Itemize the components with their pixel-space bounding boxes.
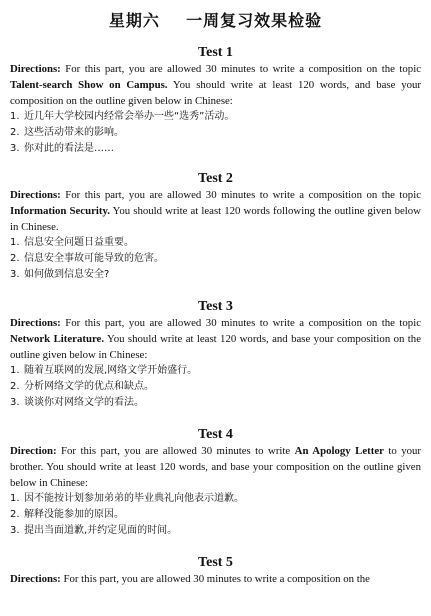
directions-text: to your brother. You should write at least 120 words, and base your composition on the outline given below in Chinese: <box>10 445 421 489</box>
outline-item <box>10 235 421 251</box>
topic-title: Talent-search Show on Campus. <box>10 79 168 91</box>
page-title: 星期六 一周复习效果检验 <box>108 11 323 30</box>
test-heading: Test 5 <box>198 555 233 570</box>
directions-paragraph <box>10 187 421 235</box>
outline-item <box>10 507 421 523</box>
directions-paragraph <box>10 61 421 109</box>
directions-text: You should write at least 120 words following the outline given below in Chinese. <box>10 205 421 233</box>
outline-number: 2. <box>10 253 20 264</box>
test-2-section <box>10 171 421 283</box>
topic-title: An Apology Letter <box>294 445 384 457</box>
outline-item <box>10 395 421 411</box>
outline-number: 1. <box>10 111 20 122</box>
test-1-section <box>10 45 421 157</box>
directions-text: You should write at least 120 words, and base your composition on the outline given below in Chinese: <box>10 79 421 107</box>
topic-title: Information Security. <box>10 205 110 217</box>
directions-text: For this part, you are allowed 30 minutes to write a composition on the topic <box>60 317 421 329</box>
outline-list <box>10 109 421 157</box>
outline-text: 解释没能参加的原因。 <box>24 509 124 520</box>
directions-label: Directions: <box>10 189 61 201</box>
outline-item <box>10 125 421 141</box>
outline-list <box>10 363 421 411</box>
outline-number: 3. <box>10 397 20 408</box>
outline-text: 如何做到信息安全? <box>24 269 110 280</box>
outline-item <box>10 267 421 283</box>
outline-number: 1. <box>10 493 20 504</box>
directions-paragraph <box>10 443 421 491</box>
outline-item <box>10 251 421 267</box>
test-3-section <box>10 299 421 411</box>
test-heading: Test 4 <box>198 427 233 442</box>
outline-number: 2. <box>10 381 20 392</box>
outline-item <box>10 523 421 539</box>
test-4-section <box>10 427 421 539</box>
outline-text: 因不能按计划参加弟弟的毕业典礼向他表示道歉。 <box>24 493 244 504</box>
outline-text: 随着互联网的发展,网络文学开始盛行。 <box>24 365 198 376</box>
test-heading: Test 3 <box>198 299 233 314</box>
outline-item <box>10 491 421 507</box>
outline-number: 3. <box>10 143 20 154</box>
directions-paragraph <box>10 571 421 587</box>
outline-number: 1. <box>10 365 20 376</box>
outline-number: 3. <box>10 269 20 280</box>
directions-text: You should write at least 120 words, and base your composition on the outline given below in Chinese: <box>10 333 421 361</box>
directions-label: Directions: <box>10 63 61 75</box>
outline-text: 分析网络文学的优点和缺点。 <box>24 381 154 392</box>
outline-item <box>10 141 421 157</box>
test-5-section <box>10 555 421 587</box>
directions-text: For this part, you are allowed 30 minutes to write a composition on the topic <box>60 63 421 75</box>
outline-list <box>10 235 421 283</box>
outline-number: 2. <box>10 127 20 138</box>
directions-text: For this part, you are allowed 30 minutes to write <box>56 445 295 457</box>
directions-paragraph <box>10 315 421 363</box>
directions-label: Direction: <box>10 445 57 457</box>
directions-label: Directions: <box>10 317 61 329</box>
topic-title: Network Literature. <box>10 333 105 345</box>
outline-number: 3. <box>10 525 20 536</box>
outline-text: 信息安全问题日益重要。 <box>24 237 134 248</box>
outline-list <box>10 491 421 539</box>
outline-text: 信息安全事故可能导致的危害。 <box>24 253 164 264</box>
outline-number: 1. <box>10 237 20 248</box>
outline-item <box>10 379 421 395</box>
document-page <box>0 8 431 616</box>
outline-text: 你对此的看法是…… <box>24 143 114 154</box>
outline-number: 2. <box>10 509 20 520</box>
directions-label: Directions: <box>10 573 61 585</box>
outline-item <box>10 109 421 125</box>
test-heading: Test 2 <box>198 171 233 186</box>
test-heading: Test 1 <box>198 45 233 60</box>
outline-text: 谈谈你对网络文学的看法。 <box>24 397 144 408</box>
directions-text: For this part, you are allowed 30 minutes to write a composition on the <box>60 573 370 585</box>
outline-item <box>10 363 421 379</box>
outline-text: 提出当面道歉,并约定见面的时间。 <box>24 525 178 536</box>
outline-text: 这些活动带来的影响。 <box>24 127 124 138</box>
directions-text: For this part, you are allowed 30 minutes to write a composition on the topic <box>60 189 421 201</box>
outline-text: 近几年大学校园内经常会举办一些“选秀”活动。 <box>24 111 235 122</box>
